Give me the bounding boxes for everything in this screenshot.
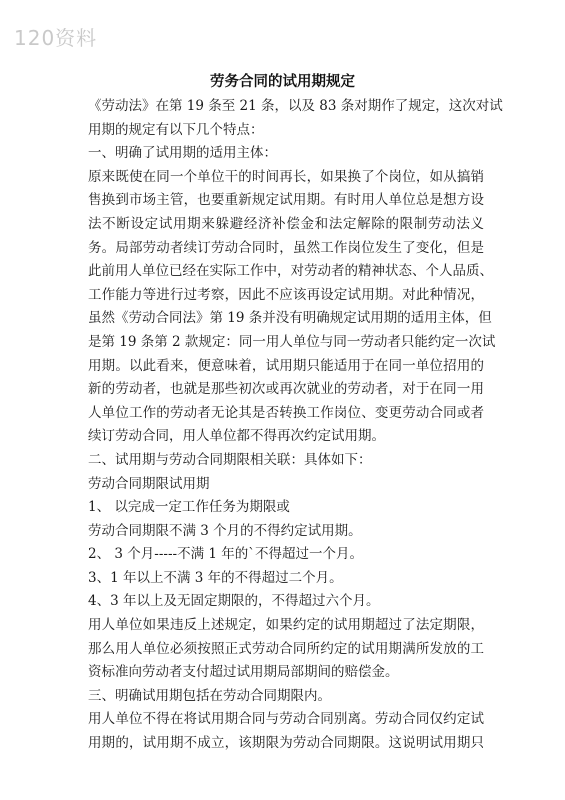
paragraph-line: 是第 19 条第 2 款规定：同一用人单位与同一劳动者只能约定一次试 bbox=[88, 333, 496, 350]
paragraph-line: 二、试用期与劳动合同期限相关联：具体如下： bbox=[88, 451, 372, 468]
paragraph-line: 新的劳动者，也就是那些初次或再次就业的劳动者，对于在同一用 bbox=[88, 381, 484, 398]
paragraph-line: 用期的规定有以下几个特点： bbox=[88, 121, 264, 138]
paragraph-line: 1、 以完成一定工作任务为期限或 bbox=[88, 499, 290, 516]
paragraph-line: 4、3 年以上及无固定期限的，不得超过六个月。 bbox=[88, 593, 380, 610]
paragraph-line: 用人单位不得在将试用期合同与劳动合同别离。劳动合同仅约定试 bbox=[88, 711, 484, 728]
paragraph-line: 法不断设定试用期来躲避经济补偿金和法定解除的限制劳动法义 bbox=[88, 215, 484, 232]
document-title: 劳务合同的试用期规定 bbox=[210, 74, 355, 90]
paragraph-line: 售换到市场主管，也要重新规定试用期。有时用人单位总是想方设 bbox=[88, 192, 484, 209]
paragraph-line: 那么用人单位必须按照正式劳动合同所约定的试用期满所发放的工 bbox=[88, 640, 484, 657]
paragraph-line: 人单位工作的劳动者无论其是否转换工作岗位、变更劳动合同或者 bbox=[88, 404, 484, 421]
paragraph-line: 劳动合同期限试用期 bbox=[88, 475, 210, 492]
paragraph-line: 劳动合同期限不满 3 个月的不得约定试用期。 bbox=[88, 522, 362, 539]
paragraph-line: 务。局部劳动者续订劳动合同时，虽然工作岗位发生了变化，但是 bbox=[88, 239, 484, 256]
watermark: 120资料 bbox=[14, 26, 98, 50]
paragraph-line: 用期的，试用期不成立，该期限为劳动合同期限。这说明试用期只 bbox=[88, 735, 484, 752]
paragraph-line: 此前用人单位已经在实际工作中，对劳动者的精神状态、个人品质、 bbox=[88, 263, 493, 280]
paragraph-line: 原来既使在同一个单位干的时间再长，如果换了个岗位，如从搞销 bbox=[88, 168, 484, 185]
paragraph-line: 用期。以此看来，便意味着，试用期只能适用于在同一单位招用的 bbox=[88, 357, 484, 374]
document-body bbox=[88, 95, 503, 756]
paragraph-line: 《劳动法》在第 19 条至 21 条，以及 83 条对期作了规定，这次对试 bbox=[88, 98, 503, 114]
paragraph-line: 资标准向劳动者支付超过试用期局部期间的赔偿金。 bbox=[88, 664, 399, 681]
paragraph-line: 虽然《劳动合同法》第 19 条并没有明确规定试用期的适用主体，但 bbox=[88, 310, 492, 327]
paragraph-line: 2、 3 个月-----不满 1 年的`不得超过一个月。 bbox=[88, 546, 363, 563]
paragraph-line: 用人单位如果违反上述规定，如果约定的试用期超过了法定期限， bbox=[88, 617, 484, 634]
paragraph-line: 3、1 年以上不满 3 年的不得超过二个月。 bbox=[88, 569, 343, 586]
paragraph-line: 一、明确了试用期的适用主体： bbox=[88, 145, 277, 162]
paragraph-line: 续订劳动合同，用人单位都不得再次约定试用期。 bbox=[88, 428, 385, 445]
paragraph-line: 工作能力等进行过考察，因此不应该再设定试用期。对此种情况， bbox=[88, 286, 484, 303]
paragraph-line: 三、明确试用期包括在劳动合同期限内。 bbox=[88, 687, 331, 704]
